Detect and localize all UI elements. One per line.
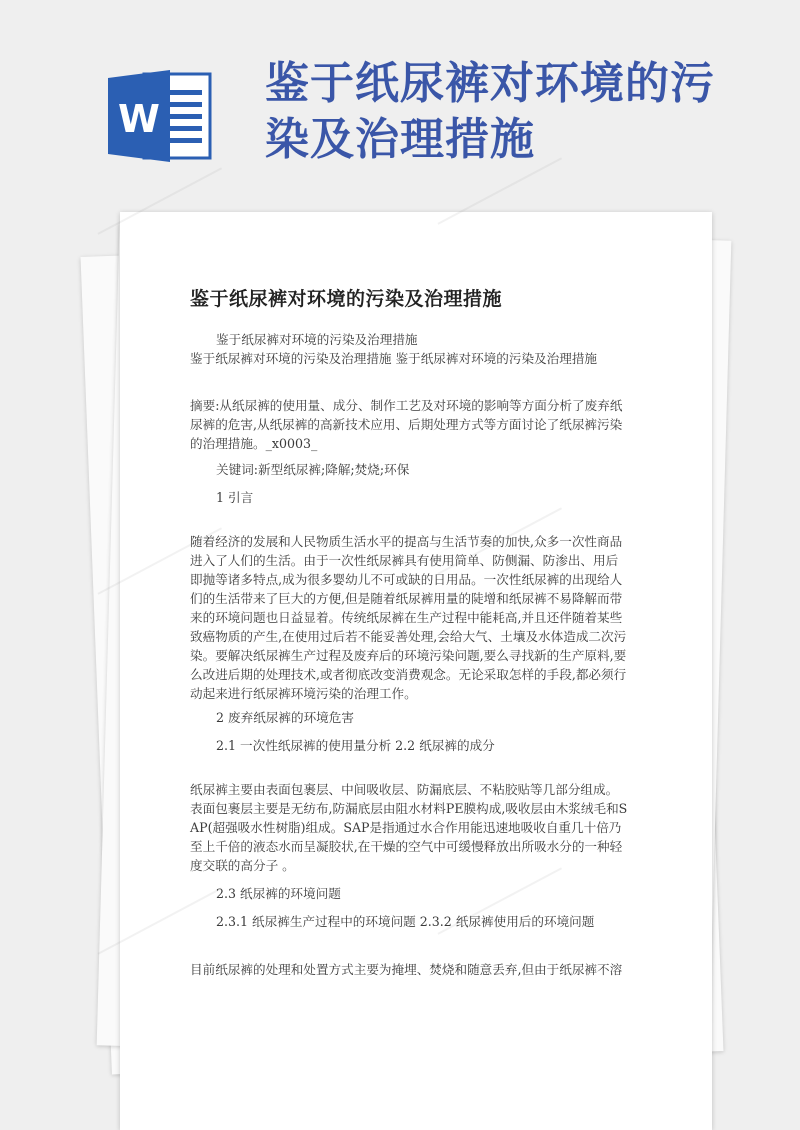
abstract-line: 的治理措施。_x0003_ <box>190 436 318 451</box>
section-2-subheadings: 2.1 一次性纸尿裤的使用量分析 2.2 纸尿裤的成分 <box>216 738 495 753</box>
composition-line: 度交联的高分子 。 <box>190 858 295 873</box>
intro-line: 进入了人们的生活。由于一次性纸尿裤具有使用简单、防侧漏、防渗出、用后 <box>190 553 619 568</box>
word-icon <box>108 70 214 162</box>
intro-line: 来的环境问题也日益显着。传统纸尿裤在生产过程中能耗高,并且还伴随着某些 <box>190 610 623 625</box>
section-2-3-heading: 2.3 纸尿裤的环境问题 <box>216 886 341 901</box>
section-heading <box>216 884 341 903</box>
section-heading <box>216 708 354 727</box>
composition-line: 至上千倍的液态水而呈凝胶状,在干燥的空气中可缓慢释放出所吸水分的一种轻 <box>190 839 623 854</box>
section-subheading <box>216 912 594 931</box>
header-title-line: 染及治理措施 <box>265 114 535 165</box>
abstract-line: 尿裤的危害,从纸尿裤的高新技术应用、后期处理方式等方面讨论了纸尿裤污染 <box>190 417 623 432</box>
subtitle-line <box>216 330 418 349</box>
intro-line: 即抛等诸多特点,成为很多婴幼儿不可或缺的日用品。一次性纸尿裤的出现给人 <box>190 572 623 587</box>
composition-paragraph <box>190 780 627 875</box>
composition-line: 纸尿裤主要由表面包裹层、中间吸收层、防漏底层、不粘胶贴等几部分组成。 <box>190 782 619 797</box>
section-2-heading: 2 废弃纸尿裤的环境危害 <box>216 710 354 725</box>
word-logo-letter: W <box>118 97 160 141</box>
abstract-line: 摘要:从纸尿裤的使用量、成分、制作工艺及对环境的影响等方面分析了废弃纸 <box>190 398 623 413</box>
section-subheading <box>216 736 495 755</box>
section-1-heading: 1 引言 <box>216 490 254 505</box>
subtitle-line-2: 鉴于纸尿裤对环境的污染及治理措施 鉴于纸尿裤对环境的污染及治理措施 <box>190 351 598 366</box>
intro-paragraph <box>190 532 626 703</box>
composition-line: AP(超强吸水性树脂)组成。SAP是指通过水合作用能迅速地吸收自重几十倍乃 <box>190 820 622 835</box>
composition-line: 表面包裹层主要是无纺布,防漏底层由阻水材料PE膜构成,吸收层由木浆绒毛和S <box>190 801 628 816</box>
abstract-paragraph <box>190 396 622 453</box>
intro-line: 们的生活带来了巨大的方便,但是随着纸尿裤用量的陡增和纸尿裤不易降解而带 <box>190 591 623 606</box>
section-heading <box>216 488 253 507</box>
intro-line: 致癌物质的产生,在使用过后若不能妥善处理,会给大气、土壤及水体造成二次污 <box>190 629 627 644</box>
keywords-line: 关键词:新型纸尿裤;降解;焚烧;环保 <box>216 462 410 477</box>
keywords <box>216 460 409 479</box>
intro-line: 染。要解决纸尿裤生产过程及废弃后的环境污染问题,要么寻找新的生产原料,要 <box>190 648 627 663</box>
intro-line: 随着经济的发展和人民物质生活水平的提高与生活节奏的加快,众多一次性商品 <box>190 534 623 549</box>
subtitle-line <box>190 349 597 368</box>
document-title: 鉴于纸尿裤对环境的污染及治理措施 <box>190 288 503 310</box>
header-title <box>265 56 765 168</box>
subtitle-line-1: 鉴于纸尿裤对环境的污染及治理措施 <box>216 332 418 347</box>
header-title-line: 鉴于纸尿裤对环境的污 <box>265 58 715 109</box>
final-line: 目前纸尿裤的处理和处置方式主要为掩埋、焚烧和随意丢弃,但由于纸尿裤不溶 <box>190 962 623 977</box>
intro-line: 动起来进行纸尿裤环境污染的治理工作。 <box>190 686 417 701</box>
section-2-3-subheadings: 2.3.1 纸尿裤生产过程中的环境问题 2.3.2 纸尿裤使用后的环境问题 <box>216 914 595 929</box>
document-page <box>120 212 712 1130</box>
final-paragraph <box>190 960 622 979</box>
intro-line: 么改进后期的处理技术,或者彻底改变消费观念。无论采取怎样的手段,都必须行 <box>190 667 627 682</box>
